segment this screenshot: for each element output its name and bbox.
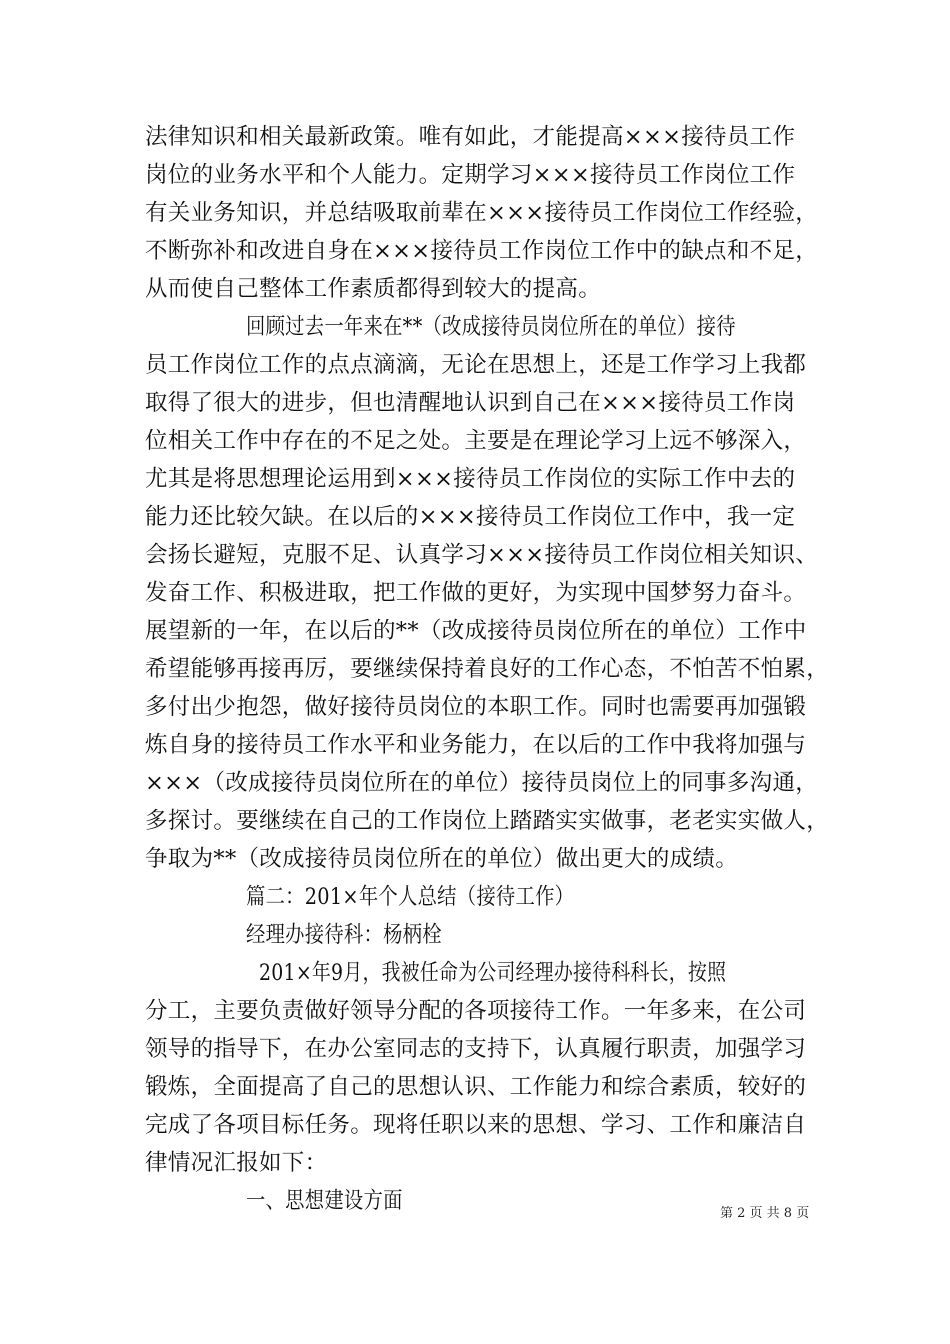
text-line: 多付出少抱怨，做好接待员岗位的本职工作。同时也需要再加强锻 <box>145 694 807 720</box>
text-line: 律情况汇报如下： <box>145 1150 328 1176</box>
text-line: 取得了很大的进步，但也清醒地认识到自己在×××接待员工作岗 <box>145 390 796 416</box>
text-line: 岗位的业务水平和个人能力。定期学习×××接待员工作岗位工作 <box>145 162 796 188</box>
page-number-footer: 第 2 页 共 8 页 <box>720 1206 810 1221</box>
text-line: 分工，主要负责做好领导分配的各项接待工作。一年多来，在公司 <box>145 998 807 1024</box>
text-line: 希望能够再接再厉，要继续保持着良好的工作心态，不怕苦不怕累， <box>145 656 830 682</box>
subsection-heading: 一、思想建设方面 <box>246 1188 403 1214</box>
text-line: 展望新的一年，在以后的**（改成接待员岗位所在的单位）工作中 <box>145 618 807 644</box>
text-line: 锻炼，全面提高了自己的思想认识、工作能力和综合素质，较好的 <box>145 1074 807 1100</box>
text-line: 不断弥补和改进自身在×××接待员工作岗位工作中的缺点和不足， <box>145 238 819 264</box>
text-line: 争取为**（改成接待员岗位所在的单位）做出更大的成绩。 <box>145 846 739 872</box>
text-line: 发奋工作、积极进取，把工作做的更好，为实现中国梦努力奋斗。 <box>145 580 807 606</box>
text-line: 员工作岗位工作的点点滴滴，无论在思想上，还是工作学习上我都 <box>145 352 807 378</box>
paragraph-first-line: 201×年9月，我被任命为公司经理办接待科科长，按照 <box>259 960 727 986</box>
text-line: 领导的指导下，在办公室同志的支持下，认真履行职责，加强学习 <box>145 1036 807 1062</box>
text-line: 位相关工作中存在的不足之处。主要是在理论学习上远不够深入， <box>145 428 807 454</box>
text-line: 能力还比较欠缺。在以后的×××接待员工作岗位工作中，我一定 <box>145 504 796 530</box>
text-line: 多探讨。要继续在自己的工作岗位上踏踏实实做事，老老实实做人， <box>145 808 830 834</box>
paragraph-first-line: 回顾过去一年来在**（改成接待员岗位所在的单位）接待 <box>246 314 736 340</box>
author-line: 经理办接待科：杨柄栓 <box>246 922 442 948</box>
text-line: 炼自身的接待员工作水平和业务能力，在以后的工作中我将加强与 <box>145 732 807 758</box>
text-line: 从而使自己整体工作素质都得到较大的提高。 <box>145 276 602 302</box>
text-line: 法律知识和相关最新政策。唯有如此，才能提高×××接待员工作 <box>145 124 796 150</box>
section-heading: 篇二：201×年个人总结（接待工作） <box>246 884 575 910</box>
text-line: 会扬长避短，克服不足、认真学习×××接待员工作岗位相关知识、 <box>145 542 819 568</box>
text-line: 有关业务知识，并总结吸取前辈在×××接待员工作岗位工作经验， <box>145 200 819 226</box>
text-line: 尤其是将思想理论运用到×××接待员工作岗位的实际工作中去的 <box>145 466 796 492</box>
text-line: ×××（改成接待员岗位所在的单位）接待员岗位上的同事多沟通， <box>145 770 819 796</box>
text-line: 完成了各项目标任务。现将任职以来的思想、学习、工作和廉洁自 <box>145 1112 807 1138</box>
